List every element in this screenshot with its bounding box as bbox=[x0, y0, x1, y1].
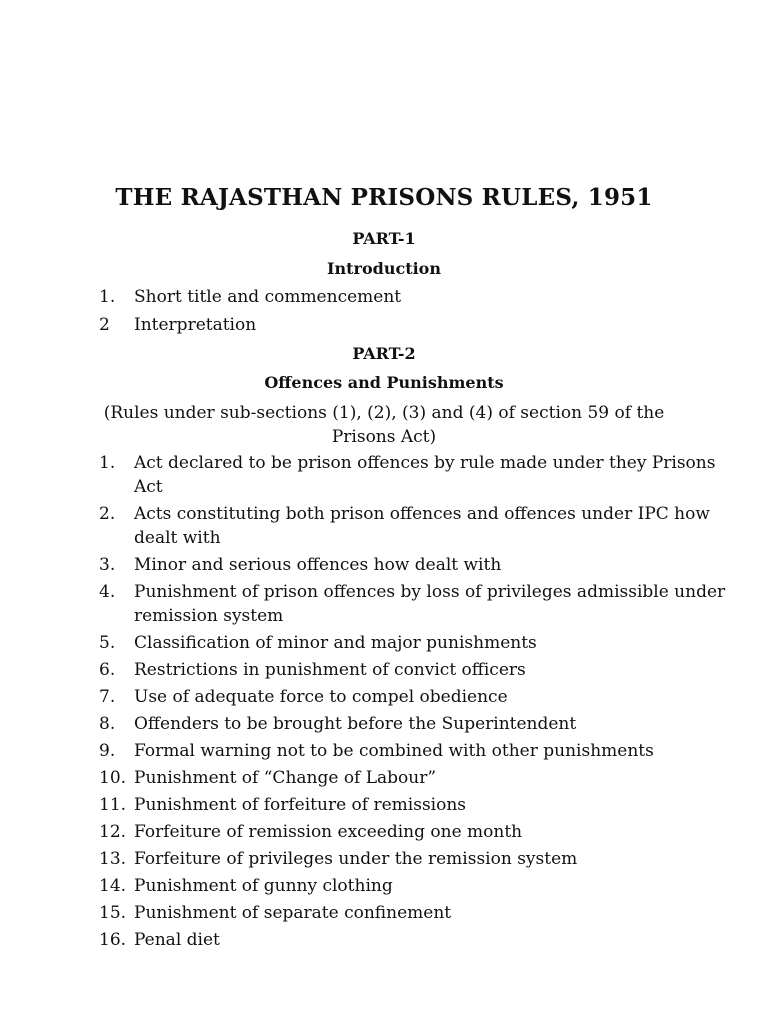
item-text: Punishment of forfeiture of remissions bbox=[134, 795, 467, 815]
item-number: 6. bbox=[99, 660, 116, 680]
list-item bbox=[0, 901, 768, 925]
item-text: Punishment of gunny clothing bbox=[134, 876, 393, 896]
item-text: Punishment of separate confinement bbox=[134, 903, 452, 923]
list-item bbox=[0, 766, 768, 790]
part2-heading: PART-2 bbox=[352, 344, 416, 363]
item-number: 2. bbox=[99, 504, 116, 524]
list-item bbox=[0, 553, 768, 577]
part2-subheading: Offences and Punishments bbox=[264, 373, 504, 392]
item-text: Formal warning not to be combined with other punishments bbox=[134, 741, 654, 761]
item-text: Use of adequate force to compel obedience bbox=[134, 687, 508, 707]
list-item bbox=[0, 847, 768, 871]
item-number: 14. bbox=[99, 876, 127, 896]
item-number: 10. bbox=[99, 768, 127, 788]
item-number: 16. bbox=[99, 930, 127, 950]
list-item bbox=[0, 451, 768, 499]
list-item bbox=[0, 580, 768, 628]
item-text: Offenders to be brought before the Superintendent bbox=[134, 714, 577, 734]
item-number: 11. bbox=[99, 795, 127, 815]
item-number: 12. bbox=[99, 822, 127, 842]
item-number: 1. bbox=[99, 287, 116, 307]
item-number: 8. bbox=[99, 714, 116, 734]
document-title: THE RAJASTHAN PRISONS RULES, 1951 bbox=[115, 184, 653, 211]
item-number: 4. bbox=[99, 582, 116, 602]
item-text: Minor and serious offences how dealt with bbox=[134, 555, 502, 575]
part2-note: (Rules under sub-sections (1), (2), (3) and (4) of section 59 of the Prisons Act) bbox=[103, 403, 665, 447]
part1-heading: PART-1 bbox=[352, 229, 416, 248]
item-number: 13. bbox=[99, 849, 127, 869]
item-number: 2 bbox=[99, 315, 110, 335]
item-text: Short title and commencement bbox=[134, 287, 402, 307]
item-number: 9. bbox=[99, 741, 116, 761]
part1-subheading: Introduction bbox=[327, 259, 441, 278]
item-number: 5. bbox=[99, 633, 116, 653]
list-item bbox=[0, 712, 768, 736]
item-text: Punishment of prison offences by loss of privileges admissible under remission system bbox=[134, 582, 726, 626]
item-text: Act declared to be prison offences by rule made under they Prisons Act bbox=[134, 453, 716, 497]
item-text: Forfeiture of remission exceeding one month bbox=[134, 822, 523, 842]
list-item bbox=[0, 285, 768, 309]
item-text: Acts constituting both prison offences and offences under IPC how dealt with bbox=[134, 504, 710, 548]
item-text: Restrictions in punishment of convict officers bbox=[134, 660, 526, 680]
item-number: 1. bbox=[99, 453, 116, 473]
list-item bbox=[0, 658, 768, 682]
list-item bbox=[0, 928, 768, 952]
item-text: Interpretation bbox=[134, 315, 257, 335]
list-item bbox=[0, 631, 768, 655]
list-item bbox=[0, 739, 768, 763]
part2-list bbox=[0, 451, 768, 955]
item-number: 7. bbox=[99, 687, 116, 707]
item-text: Punishment of “Change of Labour” bbox=[134, 768, 437, 788]
item-number: 3. bbox=[99, 555, 116, 575]
list-item bbox=[0, 820, 768, 844]
list-item bbox=[0, 793, 768, 817]
list-item bbox=[0, 502, 768, 550]
item-number: 15. bbox=[99, 903, 127, 923]
item-text: Classification of minor and major punishments bbox=[134, 633, 537, 653]
list-item bbox=[0, 685, 768, 709]
item-text: Penal diet bbox=[134, 930, 220, 950]
list-item bbox=[0, 313, 768, 337]
part1-list bbox=[0, 285, 768, 341]
item-text: Forfeiture of privileges under the remission system bbox=[134, 849, 578, 869]
list-item bbox=[0, 874, 768, 898]
